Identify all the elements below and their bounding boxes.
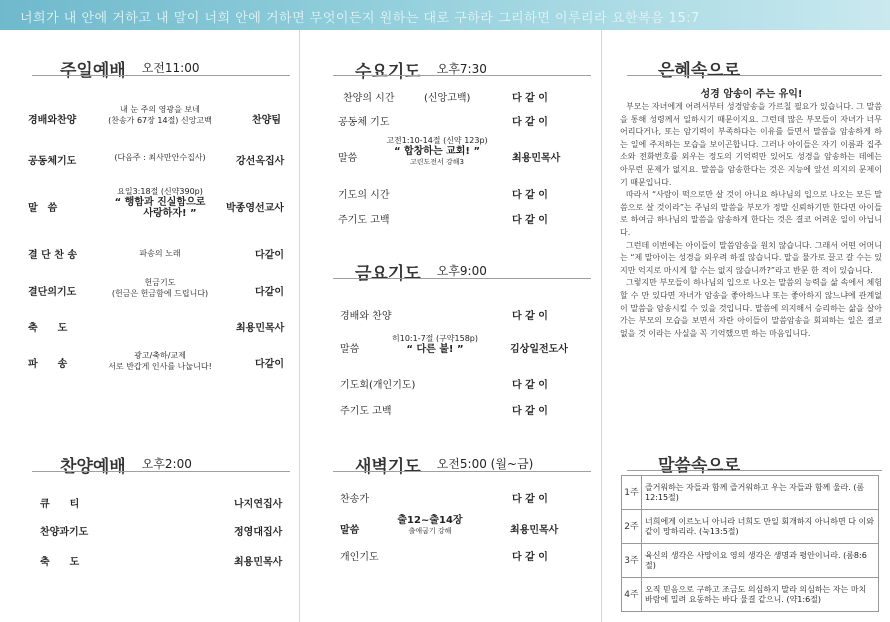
verse-text: 육신의 생각은 사망이요 영의 생각은 생명과 평안이니라. (롬8:6절): [642, 544, 879, 578]
order-label: 공동체기도: [28, 156, 77, 167]
table-row: [622, 510, 879, 544]
section-rule: [627, 75, 882, 76]
order-detail: 헌금기도 (헌금은 헌금함에 드립니다): [111, 278, 209, 298]
order-detail: 파송의 노래: [139, 249, 181, 258]
order-label: 결단의기도: [28, 287, 77, 298]
order-label: 경배와 찬양: [340, 311, 392, 322]
order-label: 찬양과기도: [40, 527, 89, 538]
order-detail: 히10:1-7절 (구약158p) “ 다른 불! ”: [392, 334, 478, 355]
order-leader: 다 같 이: [512, 552, 548, 563]
table-row: [622, 578, 879, 612]
order-detail: 요일3:18절 (신약390p) “ 행함과 진실함으로 사랑하자! ”: [114, 187, 206, 219]
order-label: 기도의 시간: [338, 190, 390, 201]
order-leader: 다 같 이: [512, 406, 548, 417]
column-divider: [299, 30, 300, 622]
order-label: 말씀: [340, 344, 360, 355]
section-rule: [32, 75, 290, 76]
sunday-service-title: 주일예배 오전11:00: [50, 50, 199, 85]
order-leader: 박종영선교사: [226, 203, 284, 214]
week-label: 4주: [622, 578, 642, 612]
words-section-title: 말씀속으로: [648, 445, 750, 480]
order-leader: 나지연집사: [234, 499, 283, 510]
section-rule: [333, 278, 591, 279]
order-leader: 다 같 이: [512, 311, 548, 322]
grace-section-title: 은혜속으로: [648, 50, 750, 85]
section-rule: [627, 470, 882, 471]
verse-text: 즐거워하는 자들과 함께 즐거워하고 우는 자들과 함께 울라. (롬12:15절): [642, 476, 879, 510]
article-title: 성경 암송이 주는 유익!: [700, 89, 803, 100]
section-rule: [32, 471, 290, 472]
order-label: 파 송: [28, 359, 68, 370]
verse-text: 오직 믿음으로 구하고 조금도 의심하지 말라 의심하는 자는 마치 바람에 밀려 요동하는 바다 물결 같으니. (약1:6절): [642, 578, 879, 612]
order-leader: 다 같 이: [512, 93, 548, 104]
order-label: 축 도: [28, 323, 68, 334]
friday-prayer-title: 금요기도 오후9:00: [345, 253, 487, 288]
order-label: 말 씀: [28, 203, 58, 214]
order-leader: 다 같 이: [512, 190, 548, 201]
order-leader: 최용민목사: [510, 525, 559, 536]
header-banner: [0, 0, 890, 30]
order-label: 개인기도: [340, 552, 379, 563]
order-leader: 찬양팀: [252, 115, 281, 126]
order-leader: 다 같 이: [512, 215, 548, 226]
order-label: 기도회(개인기도): [340, 380, 416, 391]
order-leader: 다같이: [255, 250, 284, 261]
article-body: 부모는 자녀에게 어려서부터 성경암송을 가르칠 필요가 있습니다. 그 말씀을 통해 성령께서 일하시기 때문이지요. 그런데 많은 부모들이 자녀가 너무 어리다거나, 또는 암기력이 부족하다는 이유를 들면서 말씀을 암송하게 하는 일에 주저하는 모습을 보이곤합니다. 그러나 아이들은 자기 이름과 집주소와 전화번호를 외우는 정도의 기억력만 있어도 성경을 암송하는 데에는 아무런 문제가 없지요. 말씀을 암송한다는 것은 지능에 앞선 의지의 문제이기 때문입니다. 따라서 “사람이 떡으로만 살 것이 아니요 하나님의 입으로 나오는 모든 말씀으로 살 것이라”는 주님의 말씀을 부모가 정말 신뢰하기만 한다면 아이들로 하여금 하나님의 말씀을 암송하게 한다는 것은 결코 어려운 일이 아닙니다. 그런데 이번에는 아이들이 말씀암송을 원치 않습니다. 그래서 어떤 어머니는 “제 말아이는 성경을 외우려 하질 않습니다. 말을 물가로 끌고 갈 수는 있지만 억지로 마시게 할 수는 없지 않습니까?”라고 반문 한 적이 있습니다. 그렇지만 부모들이 하나님의 입으로 나오는 말씀의 능력을 삶 속에서 체험할 수 만 있다면 자녀가 암송을 좋아하느냐 또는 좋아하지 않느냐에 관계없이 말씀을 암송시킬 수 있을 것입니다. 말씀에 의지해서 승리하는 삶을 살아가는 부모의 모습을 보면서 자란 아이들이 말씀암송을 회피하는 일은 결코 없을 것 이라는 사실을 꼭 기억했으면 하는 마음입니다.: [620, 102, 882, 338]
order-label: 주기도 고백: [338, 215, 390, 226]
order-leader: 다같이: [255, 359, 284, 370]
order-label: 공동체 기도: [338, 117, 390, 128]
order-detail: 내 눈 주의 영광을 보네 (찬송가 67장 14절) 신앙고백: [108, 105, 212, 125]
order-leader: 다 같 이: [512, 117, 548, 128]
order-label: 경배와찬양: [28, 115, 77, 126]
order-detail: 고전1:10-14절 (신약 123p) “ 합창하는 교회! ” 고린도전서 강해3: [386, 136, 488, 166]
order-label: 결 단 찬 송: [28, 250, 78, 261]
order-detail: (신앙고백): [424, 93, 471, 104]
praise-service-title: 찬양예배 오후2:00: [50, 446, 192, 481]
verse-text: 너희에게 이르노니 아니라 너희도 만일 회개하지 아니하면 다 이와 같이 망하리라. (눅13:5절): [642, 510, 879, 544]
order-label: 찬송가: [340, 494, 369, 505]
order-leader: 다 같 이: [512, 494, 548, 505]
column-divider: [601, 30, 602, 622]
order-leader: 최용민목사: [234, 557, 283, 568]
order-detail: 출12~출14장 출애굽기 강해: [397, 515, 463, 535]
wednesday-prayer-title: 수요기도 오후7:30: [345, 51, 487, 86]
order-detail: (다음주 : 최사만안수집사): [114, 153, 206, 162]
order-label: 말씀: [340, 525, 360, 536]
order-leader: 최용민목사: [512, 153, 561, 164]
order-leader: 다같이: [255, 287, 284, 298]
order-label: 말씀: [338, 153, 358, 164]
table-row: [622, 476, 879, 510]
section-rule: [333, 75, 591, 76]
order-leader: 강선옥집사: [236, 156, 285, 167]
week-label: 1주: [622, 476, 642, 510]
order-label: 축 도: [40, 557, 80, 568]
section-rule: [333, 471, 591, 472]
week-label: 2주: [622, 510, 642, 544]
order-label: 큐 티: [40, 499, 80, 510]
order-label: 주기도 고백: [340, 406, 392, 417]
week-label: 3주: [622, 544, 642, 578]
order-detail: 광고/축하/교제 서로 반갑게 인사를 나눕니다!: [108, 351, 212, 371]
order-leader: 다 같 이: [512, 380, 548, 391]
memory-verse-table: [621, 475, 879, 612]
order-leader: 정영대집사: [234, 527, 283, 538]
order-leader: 최용민목사: [236, 323, 285, 334]
order-leader: 김상일전도사: [510, 344, 568, 355]
header-verse: 너희가 내 안에 거하고 내 말이 너희 안에 거하면 무엇이든지 원하는 대로 구하라 그리하면 이루리라 요한복음 15:7: [20, 11, 700, 26]
order-label: 찬양의 시간: [343, 93, 395, 104]
dawn-prayer-title: 새벽기도 오전5:00 (월~금): [345, 446, 533, 481]
table-row: [622, 544, 879, 578]
